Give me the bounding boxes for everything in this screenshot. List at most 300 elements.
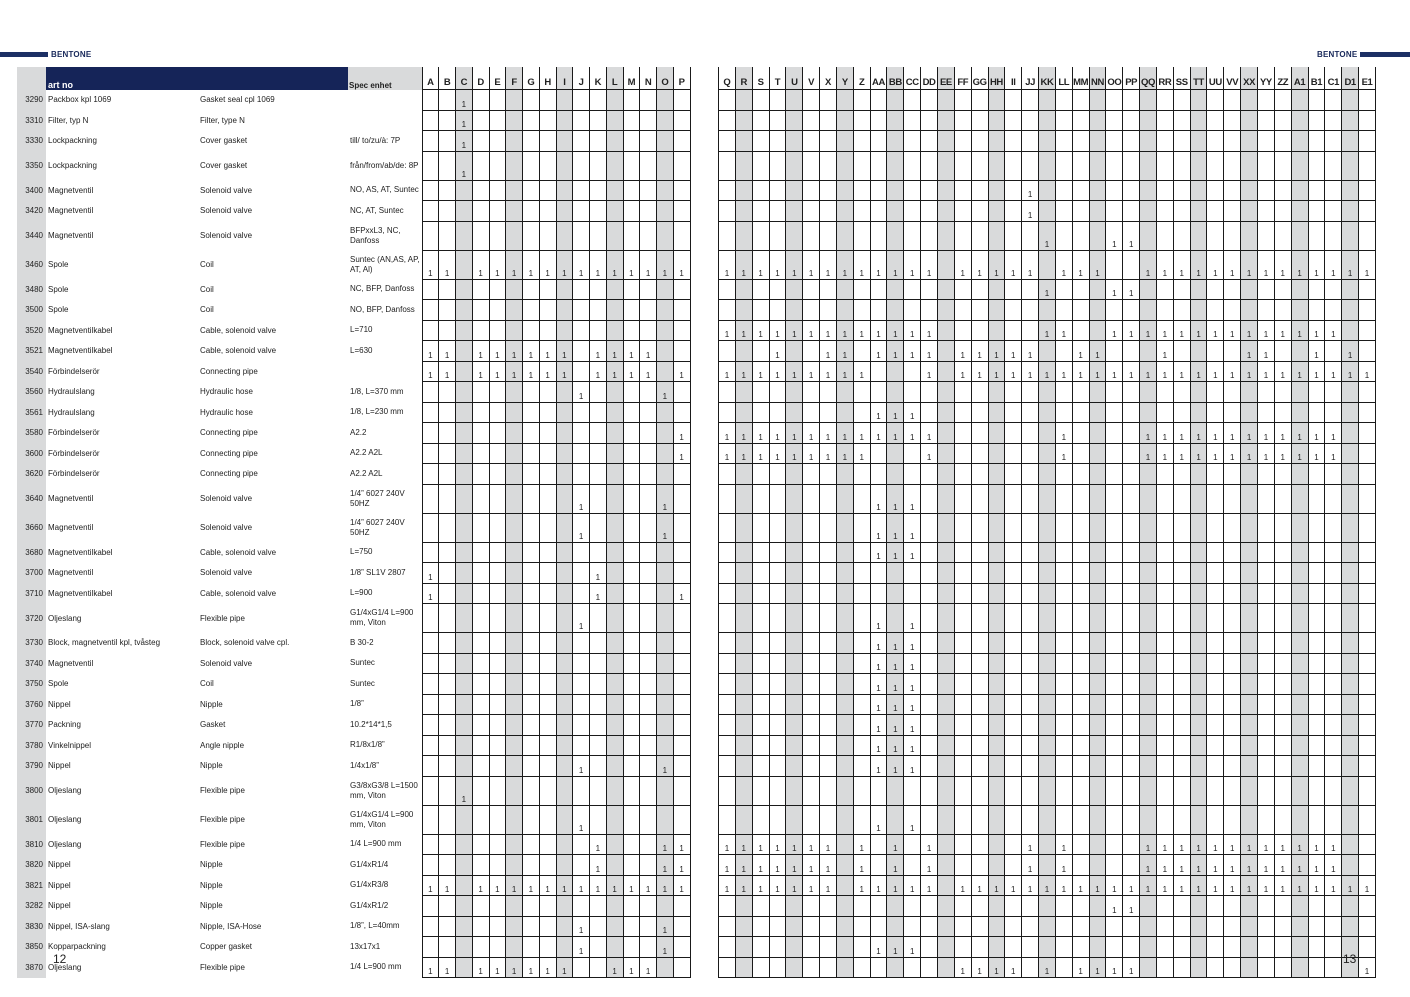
qty-cell-n bbox=[640, 694, 657, 715]
qty-cell-tt bbox=[1190, 151, 1207, 180]
qty-cell-c bbox=[456, 221, 473, 250]
qty-cell-t bbox=[769, 756, 786, 777]
description-english: Nipple bbox=[200, 699, 223, 709]
qty-cell-d1 bbox=[1342, 583, 1359, 604]
qty-cell-jj bbox=[1022, 382, 1039, 403]
qty-cell-e1 bbox=[1359, 180, 1376, 201]
qty-cell-t bbox=[769, 563, 786, 584]
qty-cell-nn bbox=[1089, 382, 1106, 403]
qty-cell-s bbox=[752, 279, 769, 300]
qty-cell-e bbox=[489, 896, 506, 917]
qty-cell-r bbox=[735, 402, 752, 423]
qty-cell-p bbox=[673, 221, 690, 250]
qty-cell-m bbox=[623, 776, 640, 805]
qty-cell-pp bbox=[1123, 604, 1140, 633]
qty-cell-mm bbox=[1072, 221, 1089, 250]
table-row bbox=[719, 715, 1376, 736]
qty-cell-ii bbox=[1005, 201, 1022, 222]
qty-cell-gg bbox=[971, 694, 988, 715]
qty-cell-e1 bbox=[1359, 653, 1376, 674]
description-english: Hydraulic hose bbox=[200, 407, 253, 417]
qty-cell-ii bbox=[1005, 694, 1022, 715]
qty-cell-u bbox=[786, 916, 803, 937]
table-row bbox=[719, 382, 1376, 403]
qty-cell-a1 bbox=[1291, 633, 1308, 654]
qty-cell-qq bbox=[1140, 653, 1157, 674]
qty-cell-o bbox=[657, 776, 674, 805]
qty-cell-cc: 1 bbox=[904, 341, 921, 362]
qty-cell-pp bbox=[1123, 735, 1140, 756]
qty-cell-pp bbox=[1123, 341, 1140, 362]
qty-cell-gg bbox=[971, 653, 988, 674]
qty-cell-h bbox=[539, 464, 556, 485]
qty-cell-c1 bbox=[1325, 583, 1342, 604]
qty-cell-v bbox=[803, 151, 820, 180]
qty-cell-z bbox=[853, 513, 870, 542]
qty-cell-ee bbox=[937, 735, 954, 756]
qty-cell-e bbox=[489, 916, 506, 937]
qty-cell-a bbox=[422, 694, 439, 715]
qty-cell-xx bbox=[1241, 735, 1258, 756]
qty-cell-ee bbox=[937, 896, 954, 917]
qty-cell-xx bbox=[1241, 221, 1258, 250]
qty-cell-e1 bbox=[1359, 674, 1376, 695]
qty-cell-l bbox=[606, 221, 623, 250]
qty-cell-pp bbox=[1123, 443, 1140, 464]
qty-cell-s bbox=[752, 563, 769, 584]
qty-cell-oo bbox=[1106, 443, 1123, 464]
qty-cell-t: 1 bbox=[769, 834, 786, 855]
qty-cell-vv bbox=[1224, 542, 1241, 563]
column-header-dd: DD bbox=[921, 67, 938, 90]
qty-cell-vv bbox=[1224, 776, 1241, 805]
description-english: Cover gasket bbox=[200, 161, 248, 170]
qty-cell-nn bbox=[1089, 484, 1106, 513]
qty-cell-cc: 1 bbox=[904, 805, 921, 834]
qty-cell-y bbox=[836, 583, 853, 604]
qty-cell-hh bbox=[988, 151, 1005, 180]
qty-cell-b1 bbox=[1308, 513, 1325, 542]
qty-cell-jj bbox=[1022, 402, 1039, 423]
qty-cell-x bbox=[820, 653, 837, 674]
column-header-z: Z bbox=[853, 67, 870, 90]
description-swedish: Nippel bbox=[48, 761, 71, 771]
qty-cell-h bbox=[539, 583, 556, 604]
header-art-no: art no bbox=[46, 67, 198, 90]
qty-cell-p bbox=[673, 653, 690, 674]
qty-cell-z bbox=[853, 957, 870, 978]
qty-cell-o bbox=[657, 131, 674, 152]
qty-cell-a1 bbox=[1291, 674, 1308, 695]
qty-cell-mm bbox=[1072, 583, 1089, 604]
table-row bbox=[17, 443, 690, 464]
qty-cell-f bbox=[506, 855, 523, 876]
qty-cell-d bbox=[472, 633, 489, 654]
column-header-r: R bbox=[735, 67, 752, 90]
qty-cell-q bbox=[719, 341, 736, 362]
qty-cell-l bbox=[606, 484, 623, 513]
qty-cell-a bbox=[422, 320, 439, 341]
qty-cell-p bbox=[673, 674, 690, 695]
qty-cell-kk bbox=[1039, 513, 1056, 542]
qty-cell-hh bbox=[988, 201, 1005, 222]
qty-cell-q bbox=[719, 131, 736, 152]
qty-cell-v bbox=[803, 382, 820, 403]
table-row bbox=[17, 875, 690, 896]
qty-cell-c bbox=[456, 875, 473, 896]
qty-cell-qq bbox=[1140, 151, 1157, 180]
qty-cell-r bbox=[735, 563, 752, 584]
qty-cell-qq bbox=[1140, 563, 1157, 584]
qty-cell-t bbox=[769, 151, 786, 180]
qty-cell-n: 1 bbox=[640, 875, 657, 896]
qty-cell-dd bbox=[921, 916, 938, 937]
qty-cell-r bbox=[735, 715, 752, 736]
spec-value: G1/4xR1/4 bbox=[348, 855, 422, 876]
qty-cell-ee bbox=[937, 361, 954, 382]
qty-cell-bb: 1 bbox=[887, 402, 904, 423]
qty-cell-s bbox=[752, 382, 769, 403]
qty-cell-bb bbox=[887, 201, 904, 222]
spec-value: 1/4” 6027 240V 50HZ bbox=[348, 513, 422, 542]
qty-cell-mm bbox=[1072, 542, 1089, 563]
qty-cell-xx bbox=[1241, 542, 1258, 563]
qty-cell-u bbox=[786, 583, 803, 604]
qty-cell-d bbox=[472, 464, 489, 485]
qty-cell-uu bbox=[1207, 201, 1224, 222]
qty-cell-j bbox=[573, 957, 590, 978]
qty-cell-p bbox=[673, 937, 690, 958]
header-spec: Spec enhet bbox=[348, 67, 422, 90]
qty-cell-bb bbox=[887, 131, 904, 152]
qty-cell-c bbox=[456, 694, 473, 715]
article-number: 3521 bbox=[17, 341, 46, 362]
qty-cell-r bbox=[735, 513, 752, 542]
article-number: 3810 bbox=[17, 834, 46, 855]
description-swedish: Filter, typ N bbox=[48, 115, 89, 125]
qty-cell-nn bbox=[1089, 423, 1106, 444]
qty-cell-kk bbox=[1039, 756, 1056, 777]
qty-cell-nn: 1 bbox=[1089, 361, 1106, 382]
qty-cell-c1 bbox=[1325, 604, 1342, 633]
qty-cell-f: 1 bbox=[506, 250, 523, 279]
qty-cell-zz bbox=[1274, 131, 1291, 152]
description-english: Flexible pipe bbox=[200, 815, 245, 824]
qty-cell-z bbox=[853, 464, 870, 485]
qty-cell-oo bbox=[1106, 937, 1123, 958]
qty-cell-aa bbox=[870, 957, 887, 978]
qty-cell-zz: 1 bbox=[1274, 361, 1291, 382]
qty-cell-e1 bbox=[1359, 604, 1376, 633]
qty-cell-nn bbox=[1089, 583, 1106, 604]
qty-cell-kk bbox=[1039, 937, 1056, 958]
spec-value: 1/8”, L=40mm bbox=[348, 916, 422, 937]
qty-cell-cc: 1 bbox=[904, 694, 921, 715]
qty-cell-ff bbox=[954, 201, 971, 222]
qty-cell-yy bbox=[1258, 201, 1275, 222]
qty-cell-qq bbox=[1140, 221, 1157, 250]
qty-cell-r bbox=[735, 674, 752, 695]
spec-value: A2.2 A2L bbox=[348, 464, 422, 485]
qty-cell-ii: 1 bbox=[1005, 875, 1022, 896]
qty-cell-xx bbox=[1241, 715, 1258, 736]
qty-cell-l bbox=[606, 464, 623, 485]
qty-cell-ll bbox=[1055, 563, 1072, 584]
qty-cell-ll: 1 bbox=[1055, 361, 1072, 382]
qty-cell-b bbox=[439, 937, 456, 958]
qty-cell-hh: 1 bbox=[988, 957, 1005, 978]
qty-cell-nn bbox=[1089, 443, 1106, 464]
qty-cell-n bbox=[640, 402, 657, 423]
qty-cell-o bbox=[657, 221, 674, 250]
column-header-ee: EE bbox=[937, 67, 954, 90]
qty-cell-j bbox=[573, 583, 590, 604]
qty-cell-jj: 1 bbox=[1022, 855, 1039, 876]
qty-cell-p bbox=[673, 805, 690, 834]
qty-cell-gg bbox=[971, 423, 988, 444]
qty-cell-uu bbox=[1207, 896, 1224, 917]
qty-cell-tt bbox=[1190, 542, 1207, 563]
qty-cell-zz bbox=[1274, 674, 1291, 695]
qty-cell-q bbox=[719, 221, 736, 250]
qty-cell-ii: 1 bbox=[1005, 361, 1022, 382]
qty-cell-gg: 1 bbox=[971, 361, 988, 382]
qty-cell-n bbox=[640, 201, 657, 222]
spec-value: 10.2*14*1,5 bbox=[348, 715, 422, 736]
qty-cell-nn bbox=[1089, 542, 1106, 563]
qty-cell-tt bbox=[1190, 402, 1207, 423]
column-header-n: N bbox=[640, 67, 657, 90]
qty-cell-e1 bbox=[1359, 110, 1376, 131]
qty-cell-qq bbox=[1140, 300, 1157, 321]
qty-cell-xx: 1 bbox=[1241, 834, 1258, 855]
qty-cell-j bbox=[573, 180, 590, 201]
description-english: Gasket seal cpl 1069 bbox=[200, 95, 275, 105]
qty-cell-c1 bbox=[1325, 221, 1342, 250]
qty-cell-d1: 1 bbox=[1342, 875, 1359, 896]
qty-cell-e1 bbox=[1359, 151, 1376, 180]
qty-cell-g bbox=[523, 674, 540, 695]
qty-cell-ff bbox=[954, 583, 971, 604]
column-header-qq: QQ bbox=[1140, 67, 1157, 90]
qty-cell-cc bbox=[904, 131, 921, 152]
qty-cell-vv bbox=[1224, 957, 1241, 978]
qty-cell-yy bbox=[1258, 300, 1275, 321]
table-row bbox=[719, 513, 1376, 542]
qty-cell-l bbox=[606, 180, 623, 201]
qty-cell-pp bbox=[1123, 201, 1140, 222]
qty-cell-x bbox=[820, 937, 837, 958]
column-header-p: P bbox=[673, 67, 690, 90]
qty-cell-qq bbox=[1140, 694, 1157, 715]
qty-cell-i bbox=[556, 423, 573, 444]
qty-cell-bb bbox=[887, 180, 904, 201]
description-english: Cable, solenoid valve bbox=[200, 325, 277, 335]
qty-cell-rr bbox=[1156, 957, 1173, 978]
qty-cell-tt: 1 bbox=[1190, 423, 1207, 444]
qty-cell-x bbox=[820, 221, 837, 250]
qty-cell-q: 1 bbox=[719, 361, 736, 382]
qty-cell-nn bbox=[1089, 464, 1106, 485]
qty-cell-y bbox=[836, 937, 853, 958]
qty-cell-cc bbox=[904, 201, 921, 222]
qty-cell-d: 1 bbox=[472, 341, 489, 362]
qty-cell-gg bbox=[971, 735, 988, 756]
qty-cell-p bbox=[673, 513, 690, 542]
qty-cell-pp bbox=[1123, 542, 1140, 563]
qty-cell-n: 1 bbox=[640, 250, 657, 279]
qty-cell-s: 1 bbox=[752, 834, 769, 855]
qty-cell-r bbox=[735, 916, 752, 937]
qty-cell-ss bbox=[1173, 513, 1190, 542]
qty-cell-nn bbox=[1089, 131, 1106, 152]
qty-cell-s bbox=[752, 604, 769, 633]
qty-cell-ss bbox=[1173, 201, 1190, 222]
qty-cell-x bbox=[820, 110, 837, 131]
qty-cell-s: 1 bbox=[752, 361, 769, 382]
qty-cell-nn bbox=[1089, 300, 1106, 321]
qty-cell-mm: 1 bbox=[1072, 361, 1089, 382]
qty-cell-b bbox=[439, 896, 456, 917]
column-header-y: Y bbox=[836, 67, 853, 90]
qty-cell-h bbox=[539, 484, 556, 513]
qty-cell-ll bbox=[1055, 341, 1072, 362]
qty-cell-v bbox=[803, 674, 820, 695]
qty-cell-dd bbox=[921, 653, 938, 674]
qty-cell-b bbox=[439, 513, 456, 542]
column-header-v: V bbox=[803, 67, 820, 90]
qty-cell-s bbox=[752, 896, 769, 917]
qty-cell-j: 1 bbox=[573, 916, 590, 937]
qty-cell-y bbox=[836, 131, 853, 152]
qty-cell-qq: 1 bbox=[1140, 875, 1157, 896]
qty-cell-zz bbox=[1274, 957, 1291, 978]
qty-cell-ll bbox=[1055, 805, 1072, 834]
qty-cell-j bbox=[573, 423, 590, 444]
qty-cell-ll bbox=[1055, 674, 1072, 695]
table-row bbox=[719, 361, 1376, 382]
qty-cell-z bbox=[853, 484, 870, 513]
qty-cell-f: 1 bbox=[506, 341, 523, 362]
table-row bbox=[17, 834, 690, 855]
qty-cell-e1 bbox=[1359, 90, 1376, 111]
qty-cell-hh bbox=[988, 513, 1005, 542]
qty-cell-oo: 1 bbox=[1106, 361, 1123, 382]
qty-cell-o bbox=[657, 805, 674, 834]
qty-cell-yy bbox=[1258, 604, 1275, 633]
qty-cell-z bbox=[853, 341, 870, 362]
qty-cell-yy bbox=[1258, 805, 1275, 834]
qty-cell-k bbox=[590, 735, 607, 756]
description-english: Solenoid valve bbox=[200, 185, 253, 195]
qty-cell-y bbox=[836, 805, 853, 834]
qty-cell-rr bbox=[1156, 896, 1173, 917]
qty-cell-hh bbox=[988, 180, 1005, 201]
qty-cell-yy bbox=[1258, 896, 1275, 917]
table-row bbox=[17, 756, 690, 777]
qty-cell-n bbox=[640, 604, 657, 633]
qty-cell-u bbox=[786, 90, 803, 111]
qty-cell-u bbox=[786, 279, 803, 300]
qty-cell-yy: 1 bbox=[1258, 361, 1275, 382]
qty-cell-r: 1 bbox=[735, 834, 752, 855]
qty-cell-u bbox=[786, 937, 803, 958]
column-header-i: I bbox=[556, 67, 573, 90]
qty-cell-e1 bbox=[1359, 201, 1376, 222]
qty-cell-cc: 1 bbox=[904, 674, 921, 695]
qty-cell-aa: 1 bbox=[870, 875, 887, 896]
qty-cell-q bbox=[719, 300, 736, 321]
qty-cell-c1 bbox=[1325, 776, 1342, 805]
qty-cell-e bbox=[489, 320, 506, 341]
qty-cell-l bbox=[606, 151, 623, 180]
qty-cell-a1 bbox=[1291, 464, 1308, 485]
article-number: 3700 bbox=[17, 563, 46, 584]
qty-cell-gg: 1 bbox=[971, 341, 988, 362]
qty-cell-e bbox=[489, 221, 506, 250]
qty-cell-c bbox=[456, 402, 473, 423]
qty-cell-e bbox=[489, 694, 506, 715]
qty-cell-jj bbox=[1022, 484, 1039, 513]
description-english: Solenoid valve bbox=[200, 523, 253, 532]
article-number: 3820 bbox=[17, 855, 46, 876]
table-row bbox=[719, 151, 1376, 180]
qty-cell-m bbox=[623, 715, 640, 736]
qty-cell-c bbox=[456, 583, 473, 604]
qty-cell-n bbox=[640, 110, 657, 131]
qty-cell-g bbox=[523, 776, 540, 805]
qty-cell-dd bbox=[921, 542, 938, 563]
qty-cell-gg bbox=[971, 937, 988, 958]
qty-cell-b1: 1 bbox=[1308, 361, 1325, 382]
qty-cell-zz bbox=[1274, 653, 1291, 674]
qty-cell-e: 1 bbox=[489, 361, 506, 382]
qty-cell-y bbox=[836, 484, 853, 513]
qty-cell-mm bbox=[1072, 300, 1089, 321]
qty-cell-xx bbox=[1241, 805, 1258, 834]
qty-cell-cc: 1 bbox=[904, 937, 921, 958]
description-swedish: Förbindelserör bbox=[48, 469, 100, 479]
qty-cell-e1 bbox=[1359, 300, 1376, 321]
qty-cell-ll bbox=[1055, 151, 1072, 180]
description-swedish: Magnetventil bbox=[48, 185, 94, 195]
description-swedish: Spole bbox=[48, 305, 69, 315]
article-number: 3540 bbox=[17, 361, 46, 382]
qty-cell-n bbox=[640, 320, 657, 341]
qty-cell-l bbox=[606, 443, 623, 464]
qty-cell-b bbox=[439, 694, 456, 715]
qty-cell-ll bbox=[1055, 110, 1072, 131]
article-number: 3710 bbox=[17, 583, 46, 604]
qty-cell-t bbox=[769, 916, 786, 937]
qty-cell-k bbox=[590, 542, 607, 563]
qty-cell-j bbox=[573, 90, 590, 111]
qty-cell-qq bbox=[1140, 382, 1157, 403]
qty-cell-vv bbox=[1224, 341, 1241, 362]
table-row bbox=[719, 180, 1376, 201]
qty-cell-oo bbox=[1106, 180, 1123, 201]
qty-cell-p bbox=[673, 604, 690, 633]
qty-cell-t bbox=[769, 542, 786, 563]
description-english: Cover gasket bbox=[200, 136, 248, 146]
qty-cell-s bbox=[752, 513, 769, 542]
qty-cell-n bbox=[640, 382, 657, 403]
qty-cell-r bbox=[735, 201, 752, 222]
qty-cell-hh bbox=[988, 563, 1005, 584]
description-english: Cable, solenoid valve bbox=[200, 588, 277, 598]
qty-cell-uu: 1 bbox=[1207, 443, 1224, 464]
qty-cell-m bbox=[623, 937, 640, 958]
